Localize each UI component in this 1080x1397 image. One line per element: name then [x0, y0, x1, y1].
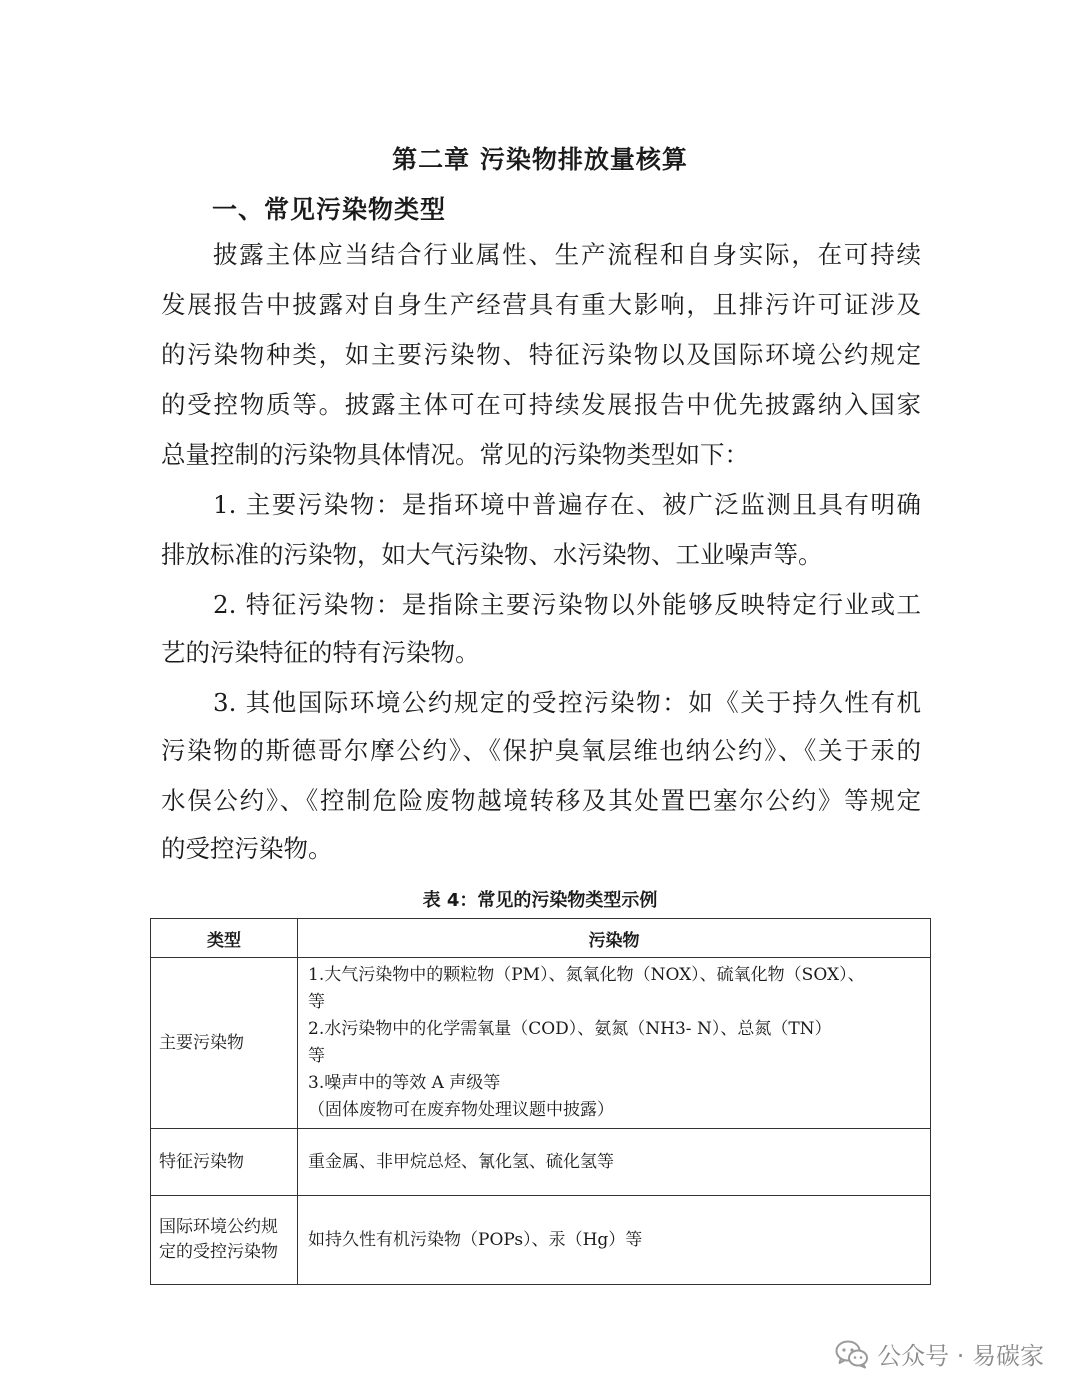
pollutant-line: 3.噪声中的等效 A 声级等: [308, 1073, 501, 1093]
item-3-line: 的受控污染物。: [161, 834, 333, 863]
watermark: [835, 1336, 1044, 1371]
pollutant-line: 等: [308, 992, 325, 1012]
item-2-line: 2. 特征污染物：是指除主要污染物以外能够反映特定行业或工: [213, 590, 921, 619]
table-header-row: [151, 919, 931, 958]
pollutant-types-table: [150, 918, 931, 1285]
table-row: [151, 958, 931, 1129]
intro-line: 的污染物种类，如主要污染物、特征污染物以及国际环境公约规定: [161, 340, 921, 369]
pollutant-line: 2.水污染物中的化学需氧量（COD）、氨氮（NH3- N）、总氮（TN）: [308, 1019, 832, 1039]
header-pollutant: 污染物: [298, 919, 931, 958]
pollutant-cell: [298, 1196, 931, 1285]
intro-line: 总量控制的污染物具体情况。常见的污染物类型如下：: [161, 440, 749, 469]
intro-line: 发展报告中披露对自身生产经营具有重大影响，且排污许可证涉及: [161, 290, 921, 319]
item-3-line: 3. 其他国际环境公约规定的受控污染物：如《关于持久性有机: [213, 688, 921, 717]
wechat-icon: [835, 1339, 869, 1369]
chapter-title: 第二章 污染物排放量核算: [392, 145, 688, 174]
pollutant-line: 重金属、非甲烷总烃、氰化氢、硫化氢等: [308, 1151, 614, 1172]
section-heading: 一、常见污染物类型: [212, 195, 447, 224]
pollutant-line: 如持久性有机污染物（POPs）、汞（Hg）等: [308, 1229, 643, 1250]
item-3-line: 污染物的斯德哥尔摩公约》、《保护臭氧层维也纳公约》、《关于汞的: [161, 736, 921, 765]
item-1-line: 1. 主要污染物：是指环境中普遍存在、被广泛监测且具有明确: [213, 490, 921, 519]
pollutant-line: （固体废物可在废弃物处理议题中披露）: [308, 1100, 614, 1120]
watermark-text: 公众号 · 易碳家: [877, 1342, 1044, 1370]
intro-line: 披露主体应当结合行业属性、生产流程和自身实际，在可持续: [213, 240, 921, 269]
type-cell: 国际环境公约规定的受控污染物: [151, 1196, 298, 1285]
intro-line: 的受控物质等。披露主体可在可持续发展报告中优先披露纳入国家: [161, 390, 921, 419]
pollutant-cell: [298, 1129, 931, 1196]
item-3-line: 水俣公约》、《控制危险废物越境转移及其处置巴塞尔公约》等规定: [161, 786, 921, 815]
item-2-line: 艺的污染特征的特有污染物。: [161, 638, 480, 667]
type-cell: 特征污染物: [151, 1129, 298, 1196]
pollutant-line: 等: [308, 1046, 325, 1066]
pollutant-line: 1.大气污染物中的颗粒物（PM）、氮氧化物（NOX）、硫氧化物（SOX）、: [308, 965, 865, 985]
type-cell: 主要污染物: [151, 958, 298, 1129]
item-1-line: 排放标准的污染物，如大气污染物、水污染物、工业噪声等。: [161, 540, 823, 569]
table-row: [151, 1129, 931, 1196]
header-type: 类型: [151, 919, 298, 958]
pollutant-cell: [298, 958, 931, 1129]
table-caption: 表 4：常见的污染物类型示例: [422, 890, 658, 911]
table-row: [151, 1196, 931, 1285]
